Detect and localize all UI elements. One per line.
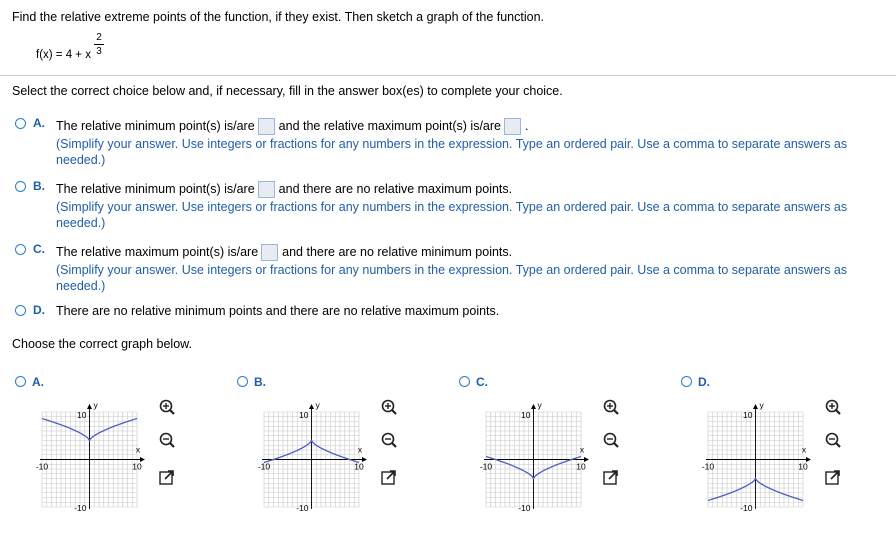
divider <box>0 75 896 76</box>
choice-a-answer-box-1[interactable] <box>258 118 275 135</box>
x-axis-label: x <box>135 444 141 455</box>
choice-d-text: There are no relative minimum points and there are no relative maximum points. <box>56 304 500 318</box>
graph-b-expand-icon[interactable] <box>379 468 399 488</box>
graph-d-radio[interactable] <box>681 376 692 387</box>
choice-c-letter: C. <box>33 242 45 256</box>
y-tick-max: 10 <box>743 410 753 420</box>
x-tick-max: 10 <box>354 461 364 472</box>
graph-b-zoom-in-icon[interactable] <box>379 398 399 418</box>
exponent-numerator: 2 <box>96 32 102 43</box>
graph-c-zoom-in-icon[interactable] <box>601 398 621 418</box>
x-tick-min: -10 <box>35 461 49 472</box>
choice-b-radio[interactable] <box>15 181 26 192</box>
y-tick-max: 10 <box>299 410 309 420</box>
choice-a-answer-box-2[interactable] <box>504 118 521 135</box>
graph-b-radio[interactable] <box>237 376 248 387</box>
graph-a-expand-icon[interactable] <box>157 468 177 488</box>
y-tick-min: -10 <box>518 503 531 513</box>
graph-b-zoom-out-icon[interactable] <box>379 431 399 451</box>
choice-a <box>0 114 896 174</box>
graph-a-letter: A. <box>32 375 44 389</box>
choice-c-radio[interactable] <box>15 244 26 255</box>
question-text: Find the relative extreme points of the function, if they exist. Then sketch a graph of the function. <box>12 10 545 24</box>
choice-b <box>0 177 896 237</box>
x-axis-label: x <box>801 444 807 455</box>
x-tick-max: 10 <box>576 461 586 472</box>
y-tick-min: -10 <box>74 503 87 513</box>
y-tick-max: 10 <box>521 410 531 420</box>
graph-a-zoom-out-icon[interactable] <box>157 431 177 451</box>
graph-b-letter: B. <box>254 375 266 389</box>
choice-b-text-before: The relative minimum point(s) is/are <box>56 181 255 196</box>
graph-d-expand-icon[interactable] <box>823 468 843 488</box>
y-axis-label: y <box>537 400 542 410</box>
choice-a-letter: A. <box>33 116 45 130</box>
choice-a-text-end: . <box>524 118 529 133</box>
choice-c-answer-box[interactable] <box>261 244 278 261</box>
choice-a-text-middle: and the relative maximum point(s) is/are <box>278 118 501 133</box>
choice-c-text-after: and there are no relative minimum points. <box>282 244 513 259</box>
instruction-text: Select the correct choice below and, if necessary, fill in the answer box(es) to complete your choice. <box>12 84 563 98</box>
choice-b-help: (Simplify your answer. Use integers or fractions for any numbers in the expression. Type an ordered pair. Use a comma to separate answers as needed.) <box>56 200 848 230</box>
choice-b-answer-box[interactable] <box>258 181 275 198</box>
choice-b-text-after: and there are no relative maximum points. <box>278 181 513 196</box>
choice-a-text-before: The relative minimum point(s) is/are <box>56 118 255 133</box>
y-axis-label: y <box>315 400 320 410</box>
choice-d <box>0 302 896 322</box>
y-tick-min: -10 <box>296 503 309 513</box>
graph-a <box>32 398 152 520</box>
graph-d-letter: D. <box>698 375 710 389</box>
x-axis-label: x <box>579 444 585 455</box>
choice-c <box>0 240 896 300</box>
x-tick-min: -10 <box>257 461 271 472</box>
y-axis-label: y <box>759 400 764 410</box>
choice-a-radio[interactable] <box>15 118 26 129</box>
choice-c-help: (Simplify your answer. Use integers or fractions for any numbers in the expression. Type an ordered pair. Use a comma to separate answers as needed.) <box>56 263 848 293</box>
x-tick-min: -10 <box>479 461 493 472</box>
graph-a-radio[interactable] <box>15 376 26 387</box>
y-tick-max: 10 <box>77 410 87 420</box>
y-axis-label: y <box>93 400 98 410</box>
y-tick-min: -10 <box>740 503 753 513</box>
x-axis-label: x <box>357 444 363 455</box>
graph-d-zoom-out-icon[interactable] <box>823 431 843 451</box>
graph-d-zoom-in-icon[interactable] <box>823 398 843 418</box>
choice-d-radio[interactable] <box>15 305 26 316</box>
graph-c-expand-icon[interactable] <box>601 468 621 488</box>
x-tick-max: 10 <box>132 461 142 472</box>
choice-b-letter: B. <box>33 179 45 193</box>
choice-a-help: (Simplify your answer. Use integers or fractions for any numbers in the expression. Type an ordered pair. Use a comma to separate answers as needed.) <box>56 137 848 167</box>
function-expression: f(x) = 4 + x <box>36 49 91 61</box>
graph-d <box>698 398 818 520</box>
x-tick-max: 10 <box>798 461 808 472</box>
x-tick-min: -10 <box>701 461 715 472</box>
exponent-denominator: 3 <box>96 46 102 57</box>
function-exponent <box>94 32 104 57</box>
graph-a-zoom-in-icon[interactable] <box>157 398 177 418</box>
graph-c-letter: C. <box>476 375 488 389</box>
graph-c <box>476 398 596 520</box>
choice-c-text-before: The relative maximum point(s) is/are <box>56 244 259 259</box>
graph-c-radio[interactable] <box>459 376 470 387</box>
choose-graph-text: Choose the correct graph below. <box>12 337 192 351</box>
choice-d-letter: D. <box>33 303 45 317</box>
graph-c-zoom-out-icon[interactable] <box>601 431 621 451</box>
graph-b <box>254 398 374 520</box>
